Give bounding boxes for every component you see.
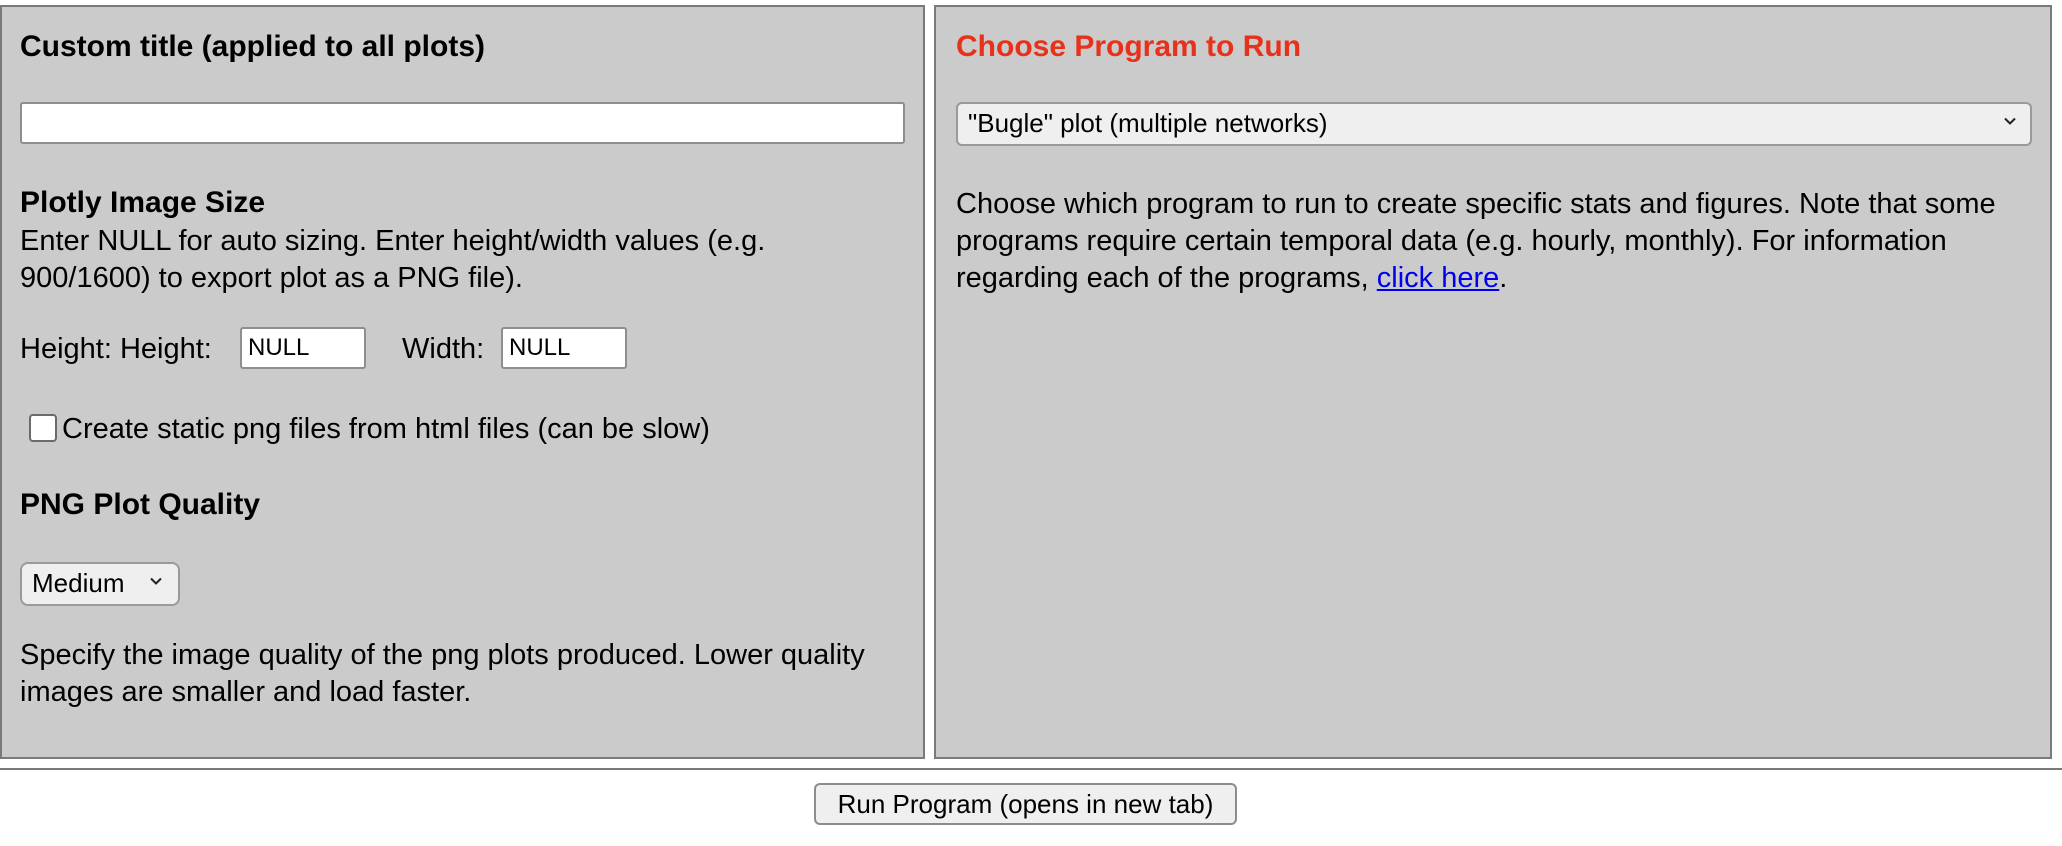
png-quality-select[interactable]	[20, 562, 180, 606]
footer-divider	[0, 768, 2062, 770]
run-program-button[interactable]: Run Program (opens in new tab)	[814, 783, 1237, 825]
options-panel	[0, 5, 925, 759]
program-description	[956, 186, 2036, 297]
custom-title-input[interactable]	[20, 102, 905, 144]
info-link[interactable]: click here	[1376, 262, 1500, 294]
plotly-size-description: Enter NULL for auto sizing. Enter height/width values (e.g. 900/1600) to export plot as a PNG file).	[20, 225, 766, 294]
program-select[interactable]	[956, 102, 2032, 146]
png-quality-selected: Medium	[32, 568, 125, 598]
plotly-size-heading: Plotly Image Size	[20, 186, 266, 219]
choose-program-heading: Choose Program to Run	[956, 30, 1302, 63]
program-panel	[934, 5, 2052, 759]
png-quality-description: Specify the image quality of the png plots produced. Lower quality images are smaller and load faster.	[20, 639, 865, 708]
width-label: Width:	[402, 333, 485, 365]
height-input[interactable]	[240, 327, 366, 369]
static-png-label: Create static png files from html files (can be slow)	[62, 413, 710, 445]
chevron-down-icon	[2004, 115, 2016, 127]
program-selected: "Bugle" plot (multiple networks)	[968, 108, 1328, 138]
custom-title-heading: Custom title (applied to all plots)	[20, 30, 485, 63]
png-quality-heading: PNG Plot Quality	[20, 488, 261, 521]
width-input[interactable]	[501, 327, 627, 369]
static-png-checkbox[interactable]	[29, 414, 57, 442]
chevron-down-icon	[150, 575, 162, 587]
program-description-text: Choose which program to run to create specific stats and figures. Note that some programs require certain temporal data (e.g. hourly, monthly). For information regarding each of the programs,	[956, 188, 1996, 294]
program-description-end: .	[1499, 262, 1508, 294]
height-label: Height: Height:	[20, 333, 212, 365]
